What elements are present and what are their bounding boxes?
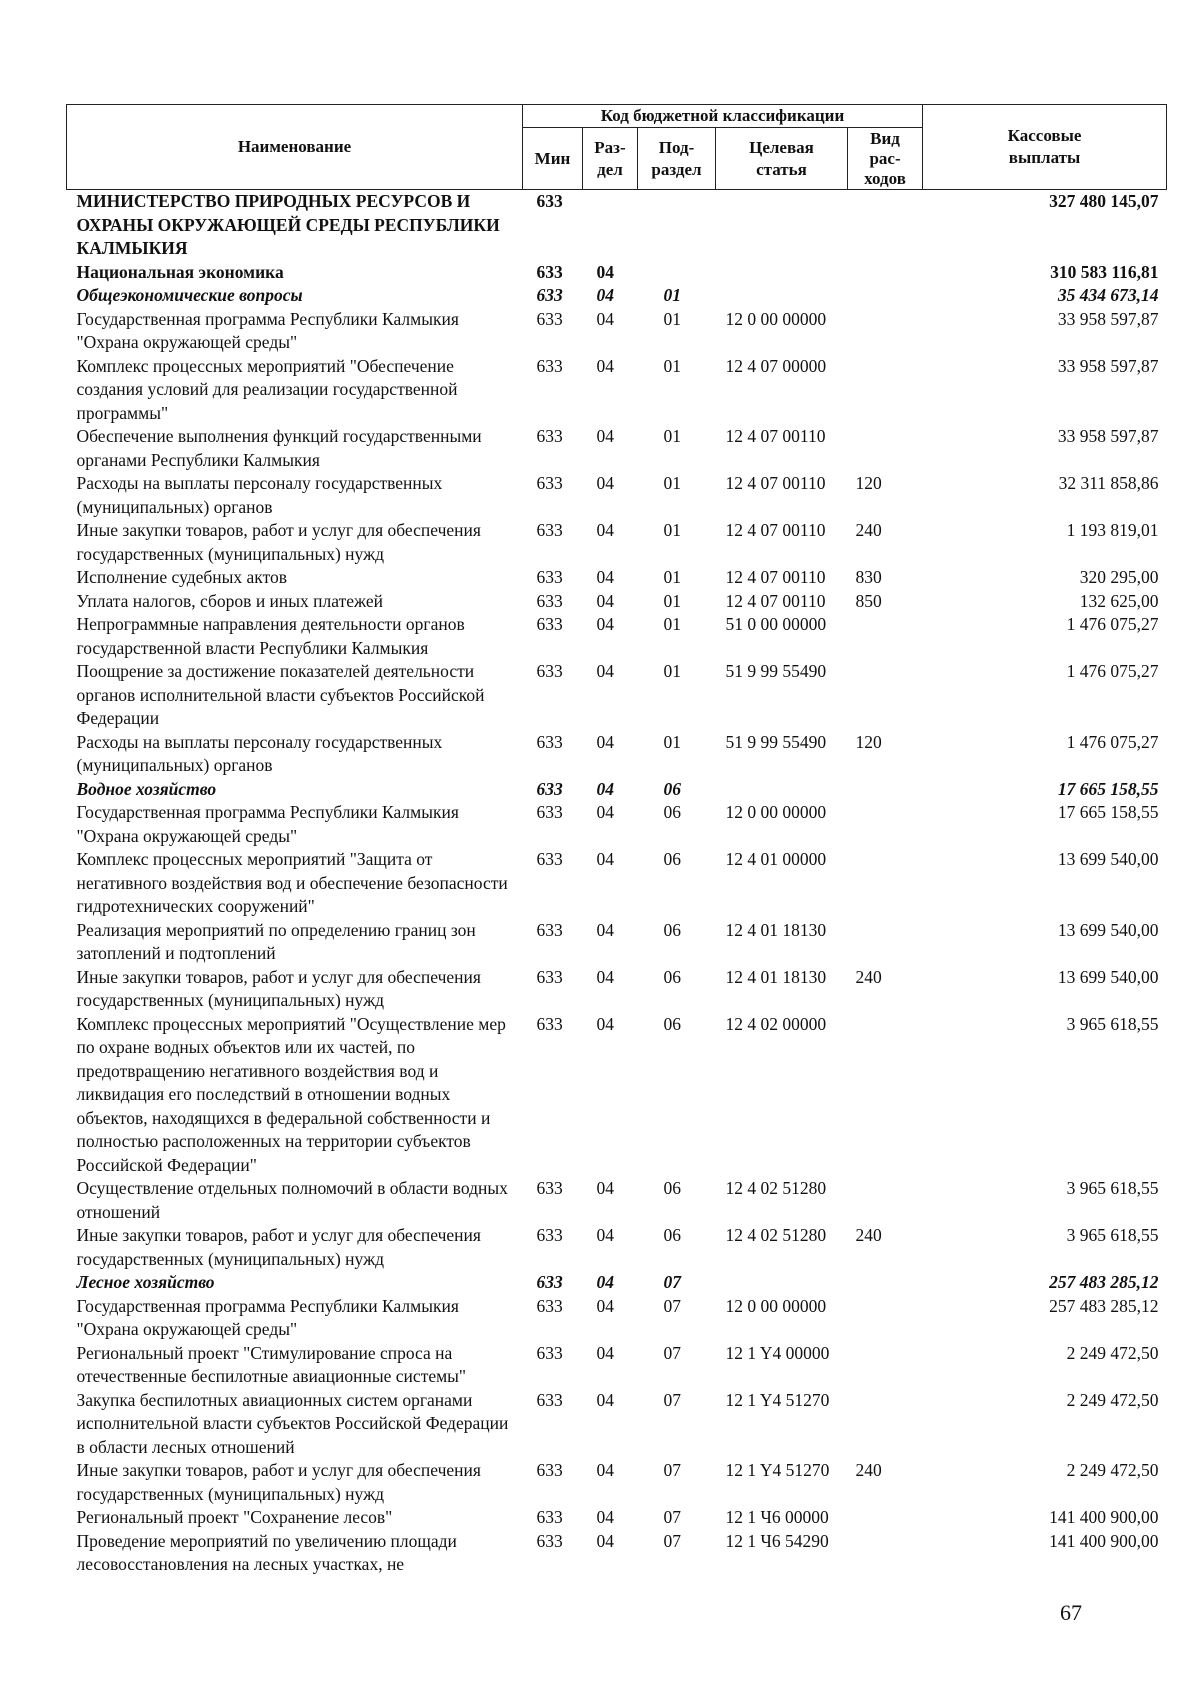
row-razdel: 04 — [596, 1178, 614, 1198]
row-vid — [848, 801, 923, 848]
table-row — [67, 1177, 1167, 1224]
row-vid: 240 — [855, 1225, 882, 1245]
row-sum: 1 476 075,27 — [1066, 661, 1159, 681]
table-row — [67, 1271, 1167, 1295]
row-celevaya: 12 1 Y4 51270 — [725, 1389, 830, 1410]
row-name: Поощрение за достижение показателей деятельности органов исполнительной власти субъектов Российской Федерации — [76, 661, 485, 728]
row-razdel: 04 — [596, 1530, 614, 1551]
row-celevaya: 12 4 02 51280 — [725, 1178, 827, 1198]
row-sum: 13 699 540,00 — [1057, 849, 1159, 869]
table-row — [67, 613, 1167, 660]
header-vid: Вид рас- ходов — [848, 128, 923, 190]
table-row — [67, 425, 1167, 472]
table-row — [67, 590, 1167, 614]
row-min: 633 — [536, 1507, 563, 1527]
row-podrazdel: 07 — [663, 1460, 681, 1480]
row-min: 633 — [536, 802, 563, 822]
row-name: Расходы на выплаты персоналу государственных (муниципальных) органов — [76, 473, 443, 517]
row-razdel: 04 — [596, 590, 614, 611]
header-celevaya: Целевая статья — [716, 128, 848, 190]
row-name: Общеэкономические вопросы — [76, 285, 303, 305]
row-name: Государственная программа Республики Калмыкия "Охрана окружающей среды" — [76, 802, 459, 846]
row-celevaya: 12 4 01 18130 — [725, 919, 827, 940]
row-celevaya: 51 9 99 55490 — [725, 661, 827, 681]
row-vid — [848, 848, 923, 919]
row-celevaya: 12 0 00 00000 — [725, 1295, 827, 1316]
row-razdel: 04 — [596, 919, 614, 940]
row-celevaya: 12 4 07 00110 — [725, 426, 826, 446]
table-row — [67, 1224, 1167, 1271]
row-vid — [848, 284, 923, 308]
table-row — [67, 848, 1167, 919]
row-podrazdel: 07 — [663, 1389, 681, 1410]
row-sum: 3 965 618,55 — [1066, 1225, 1159, 1245]
row-min: 633 — [536, 919, 563, 940]
row-min: 633 — [536, 285, 563, 305]
row-celevaya — [716, 261, 848, 285]
row-name: Иные закупки товаров, работ и услуг для обеспечения государственных (муниципальных) нужд — [76, 1225, 481, 1269]
row-name: Проведение мероприятий по увеличению площади лесовосстановления на лесных участках, не — [76, 1530, 457, 1574]
row-podrazdel: 07 — [663, 1272, 681, 1292]
table-row — [67, 1342, 1167, 1389]
table-row — [67, 1459, 1167, 1506]
row-min: 633 — [536, 1530, 563, 1551]
row-podrazdel: 06 — [663, 802, 681, 822]
row-podrazdel: 06 — [663, 778, 681, 799]
row-podrazdel: 01 — [663, 661, 681, 681]
row-podrazdel: 01 — [663, 614, 681, 634]
row-celevaya: 12 4 07 00110 — [725, 590, 826, 611]
table-row — [67, 355, 1167, 426]
row-min: 633 — [536, 1225, 563, 1245]
row-vid — [848, 1530, 923, 1577]
row-vid — [848, 1506, 923, 1530]
row-name: Расходы на выплаты персоналу государственных (муниципальных) органов — [76, 731, 443, 775]
row-vid: 240 — [855, 1460, 882, 1480]
row-razdel: 04 — [596, 1225, 614, 1245]
row-podrazdel: 07 — [663, 1295, 681, 1316]
row-vid: 830 — [855, 567, 882, 587]
row-sum: 17 665 158,55 — [1057, 778, 1159, 799]
row-podrazdel: 06 — [663, 919, 681, 940]
row-name: Государственная программа Республики Калмыкия "Охрана окружающей среды" — [76, 1295, 459, 1339]
row-celevaya: 12 4 02 51280 — [725, 1225, 827, 1245]
row-vid — [848, 1389, 923, 1460]
table-body — [67, 190, 1167, 1577]
row-celevaya: 12 0 00 00000 — [725, 802, 827, 822]
row-razdel: 04 — [596, 1460, 614, 1480]
row-podrazdel: 01 — [663, 308, 681, 329]
table-row — [67, 190, 1167, 261]
row-celevaya: 12 4 01 18130 — [725, 966, 827, 987]
row-celevaya: 51 0 00 00000 — [725, 614, 827, 634]
row-razdel: 04 — [596, 661, 614, 681]
row-vid: 120 — [855, 473, 882, 493]
header-min: Мин — [523, 128, 583, 190]
row-sum: 3 965 618,55 — [1066, 1013, 1159, 1034]
row-min: 633 — [536, 590, 563, 611]
row-celevaya: 12 1 Ч6 54290 — [725, 1530, 829, 1551]
row-sum: 2 249 472,50 — [1066, 1389, 1159, 1410]
row-razdel: 04 — [596, 567, 614, 587]
row-sum: 35 434 673,14 — [1057, 285, 1159, 305]
row-razdel: 04 — [596, 614, 614, 634]
row-sum: 132 625,00 — [1079, 590, 1159, 611]
row-razdel: 04 — [596, 426, 614, 446]
row-min: 633 — [536, 426, 563, 446]
row-sum: 320 295,00 — [1079, 567, 1159, 587]
header-name: Наименование — [67, 105, 523, 190]
row-razdel: 04 — [596, 473, 614, 493]
page-number: 67 — [1060, 1600, 1082, 1625]
row-vid — [848, 425, 923, 472]
row-celevaya: 12 4 07 00110 — [725, 473, 826, 493]
row-min: 633 — [536, 731, 563, 752]
table-row — [67, 1506, 1167, 1530]
row-name: Реализация мероприятий по определению границ зон затоплений и подтоплений — [76, 919, 476, 963]
row-sum: 32 311 858,86 — [1058, 473, 1159, 493]
row-name: Комплекс процессных мероприятий "Осуществление мер по охране водных объектов или их частей, по предотвращению негативного воздействия вод и ликвидация его последствий в отношении водных объектов, находящихся в федеральной собственности и полностью расположенных на территории субъектов Российской Федерации" — [76, 1013, 506, 1175]
row-podrazdel: 06 — [663, 966, 681, 987]
row-name: Иные закупки товаров, работ и услуг для обеспечения государственных (муниципальных) нужд — [76, 1460, 481, 1504]
row-celevaya — [716, 778, 848, 802]
row-celevaya — [716, 284, 848, 308]
row-podrazdel: 01 — [663, 355, 681, 376]
row-razdel: 04 — [596, 1013, 614, 1034]
row-razdel: 04 — [596, 849, 614, 869]
row-razdel — [583, 190, 638, 261]
row-vid — [848, 308, 923, 355]
row-name: Исполнение судебных актов — [76, 567, 288, 587]
table-row — [67, 660, 1167, 731]
row-podrazdel: 06 — [663, 1178, 681, 1198]
row-vid: 850 — [855, 590, 882, 611]
row-name: Иные закупки товаров, работ и услуг для обеспечения государственных (муниципальных) нужд — [76, 520, 481, 564]
table-row — [67, 801, 1167, 848]
row-celevaya: 12 1 Ч6 00000 — [725, 1507, 829, 1527]
row-podrazdel: 06 — [663, 1013, 681, 1034]
row-min: 633 — [536, 191, 563, 211]
row-min: 633 — [536, 473, 563, 493]
table-row — [67, 308, 1167, 355]
row-sum: 33 958 597,87 — [1057, 308, 1159, 329]
header-code-group: Код бюджетной классификации — [523, 105, 923, 128]
row-podrazdel: 07 — [663, 1507, 681, 1527]
row-vid — [848, 660, 923, 731]
table-row — [67, 566, 1167, 590]
row-razdel: 04 — [596, 966, 614, 987]
row-celevaya: 12 0 00 00000 — [725, 308, 827, 329]
row-razdel: 04 — [596, 731, 614, 752]
row-min: 633 — [536, 261, 563, 282]
row-min: 633 — [536, 520, 563, 540]
row-podrazdel: 01 — [663, 520, 681, 540]
row-vid — [848, 1295, 923, 1342]
table-row — [67, 919, 1167, 966]
row-razdel: 04 — [596, 1342, 614, 1363]
row-podrazdel: 07 — [663, 1342, 681, 1363]
budget-table — [66, 104, 1167, 1577]
table-header — [67, 105, 1167, 190]
row-vid: 240 — [855, 966, 882, 987]
row-celevaya: 12 4 07 00110 — [725, 567, 826, 587]
table-row — [67, 1530, 1167, 1577]
row-razdel: 04 — [596, 1295, 614, 1316]
row-vid — [848, 919, 923, 966]
row-vid — [848, 778, 923, 802]
row-name: Водное хозяйство — [76, 778, 217, 799]
table-row — [67, 284, 1167, 308]
row-podrazdel: 01 — [663, 426, 681, 446]
row-podrazdel: 06 — [663, 849, 681, 869]
row-name: Комплекс процессных мероприятий "Защита от негативного воздействия вод и обеспечение безопасности гидротехнических сооружений" — [76, 849, 508, 916]
header-podrazdel: Под- раздел — [638, 128, 716, 190]
row-min: 633 — [536, 849, 563, 869]
row-sum: 13 699 540,00 — [1057, 966, 1159, 987]
row-podrazdel: 06 — [663, 1225, 681, 1245]
budget-table-container — [66, 104, 1166, 1577]
row-podrazdel — [638, 261, 716, 285]
table-row — [67, 1295, 1167, 1342]
header-sum: Кассовые выплаты — [923, 105, 1167, 190]
row-name: Уплата налогов, сборов и иных платежей — [76, 590, 383, 611]
row-name: Закупка беспилотных авиационных систем органами исполнительной власти субъектов Российской Федерации в области лесных отношений — [76, 1389, 509, 1457]
row-sum: 3 965 618,55 — [1066, 1178, 1159, 1198]
table-row — [67, 472, 1167, 519]
row-vid — [848, 1013, 923, 1178]
header-razdel: Раз- дел — [583, 128, 638, 190]
row-min: 633 — [536, 567, 563, 587]
row-name: Региональный проект "Сохранение лесов" — [76, 1507, 393, 1527]
row-vid — [848, 1271, 923, 1295]
row-celevaya: 51 9 99 55490 — [725, 731, 827, 752]
row-min: 633 — [536, 1389, 563, 1410]
row-min: 633 — [536, 778, 563, 799]
table-row — [67, 966, 1167, 1013]
row-podrazdel: 07 — [663, 1530, 681, 1551]
row-min: 633 — [536, 308, 563, 329]
row-razdel: 04 — [596, 285, 614, 305]
table-row — [67, 1389, 1167, 1460]
row-vid — [848, 355, 923, 426]
table-row — [67, 778, 1167, 802]
row-sum: 141 400 900,00 — [1049, 1507, 1159, 1527]
row-vid — [848, 261, 923, 285]
row-vid: 120 — [855, 731, 882, 752]
table-row — [67, 519, 1167, 566]
row-name: Иные закупки товаров, работ и услуг для обеспечения государственных (муниципальных) нужд — [76, 966, 481, 1010]
row-celevaya: 12 4 07 00110 — [725, 520, 826, 540]
row-podrazdel: 01 — [663, 473, 681, 493]
row-razdel: 04 — [596, 1272, 614, 1292]
row-razdel: 04 — [596, 802, 614, 822]
row-vid — [848, 613, 923, 660]
row-razdel: 04 — [596, 778, 614, 799]
row-name: Государственная программа Республики Калмыкия "Охрана окружающей среды" — [76, 308, 459, 352]
row-podrazdel: 01 — [663, 567, 681, 587]
row-sum: 141 400 900,00 — [1049, 1530, 1159, 1551]
row-name: Обеспечение выполнения функций государственными органами Республики Калмыкия — [76, 426, 482, 470]
row-sum: 2 249 472,50 — [1066, 1460, 1159, 1480]
row-celevaya: 12 4 01 00000 — [725, 849, 827, 869]
row-name: Национальная экономика — [76, 261, 284, 282]
row-podrazdel: 01 — [663, 731, 681, 752]
row-celevaya: 12 1 Y4 00000 — [725, 1342, 830, 1363]
row-razdel: 04 — [596, 308, 614, 329]
row-celevaya: 12 4 02 00000 — [725, 1013, 827, 1034]
row-sum: 33 958 597,87 — [1057, 426, 1159, 446]
row-min: 633 — [536, 355, 563, 376]
row-razdel: 04 — [596, 520, 614, 540]
row-name: Непрограммные направления деятельности органов государственной власти Республики Калмыкия — [76, 614, 465, 658]
row-sum: 33 958 597,87 — [1057, 355, 1159, 376]
row-name: Региональный проект "Стимулирование спроса на отечественные беспилотные авиационные системы" — [76, 1342, 467, 1386]
row-podrazdel: 01 — [663, 285, 681, 305]
row-min: 633 — [536, 661, 563, 681]
row-min: 633 — [536, 1272, 563, 1292]
row-name: МИНИСТЕРСТВО ПРИРОДНЫХ РЕСУРСОВ И ОХРАНЫ ОКРУЖАЮЩЕЙ СРЕДЫ РЕСПУБЛИКИ КАЛМЫКИЯ — [76, 191, 500, 258]
row-name: Осуществление отдельных полномочий в области водных отношений — [76, 1178, 508, 1222]
row-name: Комплекс процессных мероприятий "Обеспечение создания условий для реализации государственной программы" — [76, 355, 458, 423]
row-sum: 327 480 145,07 — [1049, 191, 1159, 211]
row-razdel: 04 — [596, 355, 614, 376]
row-name: Лесное хозяйство — [76, 1272, 215, 1292]
table-row — [67, 1013, 1167, 1178]
row-sum: 13 699 540,00 — [1057, 919, 1159, 940]
row-celevaya — [716, 190, 848, 261]
row-vid: 240 — [855, 520, 882, 540]
row-razdel: 04 — [596, 1389, 614, 1410]
row-sum: 1 476 075,27 — [1066, 731, 1159, 752]
row-podrazdel — [638, 190, 716, 261]
row-sum: 1 193 819,01 — [1066, 520, 1159, 540]
table-row — [67, 731, 1167, 778]
row-min: 633 — [536, 966, 563, 987]
row-sum: 1 476 075,27 — [1066, 614, 1159, 634]
row-sum: 310 583 116,81 — [1050, 261, 1159, 282]
row-vid — [848, 1177, 923, 1224]
row-celevaya: 12 4 07 00000 — [725, 355, 827, 376]
row-min: 633 — [536, 1013, 563, 1034]
row-razdel: 04 — [596, 261, 614, 282]
row-celevaya: 12 1 Y4 51270 — [725, 1460, 830, 1480]
row-min: 633 — [536, 1178, 563, 1198]
row-sum: 2 249 472,50 — [1066, 1342, 1159, 1363]
row-min: 633 — [536, 614, 563, 634]
row-vid — [848, 190, 923, 261]
row-celevaya — [716, 1271, 848, 1295]
row-razdel: 04 — [596, 1507, 614, 1527]
row-vid — [848, 1342, 923, 1389]
table-row — [67, 261, 1167, 285]
row-sum: 17 665 158,55 — [1057, 802, 1159, 822]
row-sum: 257 483 285,12 — [1049, 1295, 1159, 1316]
row-min: 633 — [536, 1342, 563, 1363]
row-min: 633 — [536, 1295, 563, 1316]
row-podrazdel: 01 — [663, 590, 681, 611]
row-sum: 257 483 285,12 — [1049, 1272, 1159, 1292]
row-min: 633 — [536, 1460, 563, 1480]
